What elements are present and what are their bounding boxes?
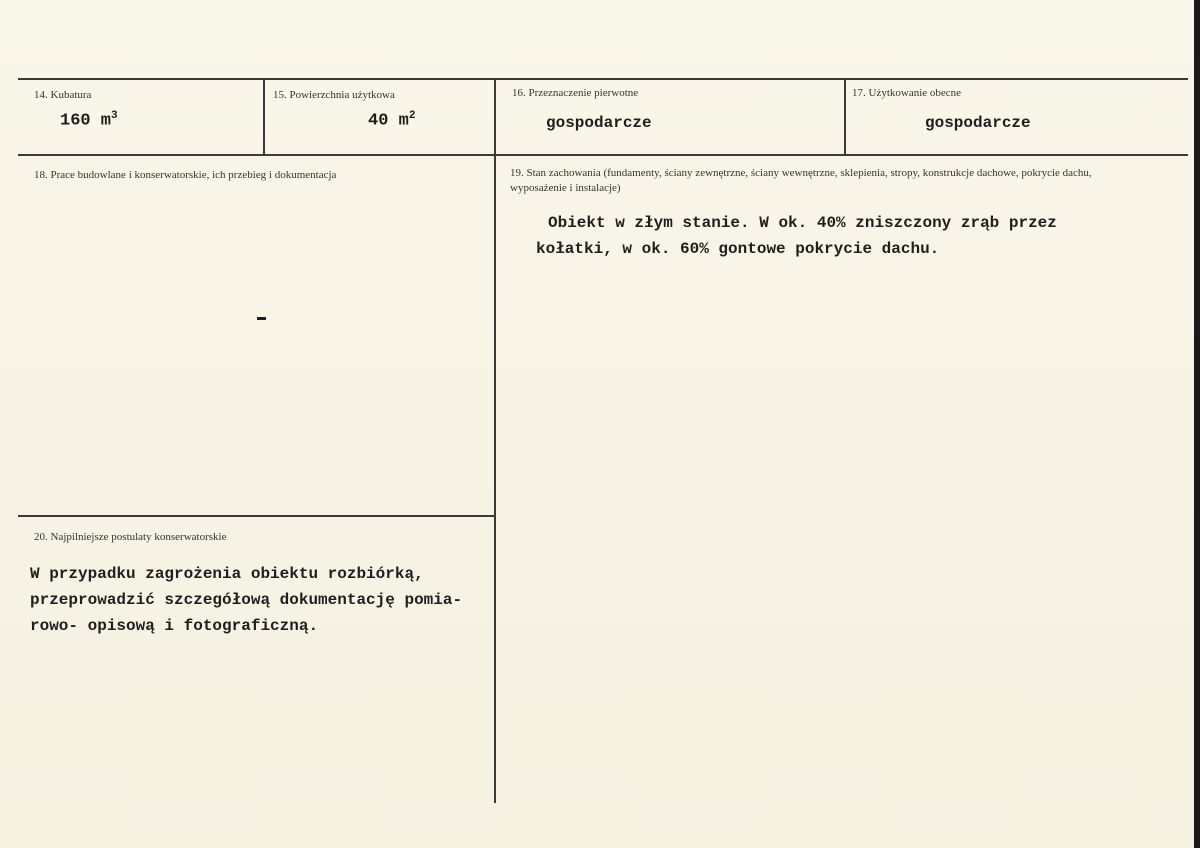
kubatura-value	[60, 110, 118, 131]
postulaty-line-3: rowo- opisową i fotograficzną.	[30, 617, 319, 635]
przeznaczenie-value: gospodarcze	[546, 114, 652, 132]
kubatura-label: 14. Kubatura	[34, 89, 92, 101]
page-edge	[1194, 0, 1200, 848]
row-divider	[18, 154, 1188, 156]
col-divider-2	[494, 79, 496, 803]
przeznaczenie-label: 16. Przeznaczenie pierwotne	[512, 87, 639, 99]
postulaty-line-1: W przypadku zagrożenia obiektu rozbiórką,	[30, 565, 424, 583]
powierzchnia-exponent: 2	[408, 110, 416, 122]
powierzchnia-number: 40 m	[368, 111, 409, 131]
postulaty-line-2: przeprowadzić szczegółową dokumentację pomia-	[30, 591, 463, 609]
col-divider-1	[263, 79, 265, 154]
stan-zachowania-line-2: kołatki, w ok. 60% gontowe pokrycie dachu.	[536, 240, 940, 258]
kubatura-exponent: 3	[111, 110, 118, 122]
box20-top-rule	[18, 515, 494, 517]
prace-value-dash	[257, 317, 266, 320]
top-rule	[18, 78, 1188, 80]
col-divider-3	[844, 79, 846, 154]
kubatura-number: 160 m	[60, 111, 112, 131]
powierzchnia-value	[368, 110, 415, 131]
stan-zachowania-label: 19. Stan zachowania (fundamenty, ściany zewnętrzne, ściany wewnętrzne, sklepienia, stropy, konstrukcje dachowe, pokrycie dachu, wyposażenie i instalacje)	[510, 167, 1092, 194]
stan-zachowania-line-1: Obiekt w złym stanie. W ok. 40% zniszczony zrąb przez	[548, 214, 1057, 232]
uzytkowanie-value: gospodarcze	[925, 114, 1031, 132]
postulaty-label: 20. Najpilniejsze postulaty konserwatorskie	[34, 531, 227, 543]
prace-label: 18. Prace budowlane i konserwatorskie, ich przebieg i dokumentacja	[34, 169, 337, 181]
uzytkowanie-label: 17. Użytkowanie obecne	[852, 87, 962, 99]
powierzchnia-label: 15. Powierzchnia użytkowa	[273, 89, 395, 101]
